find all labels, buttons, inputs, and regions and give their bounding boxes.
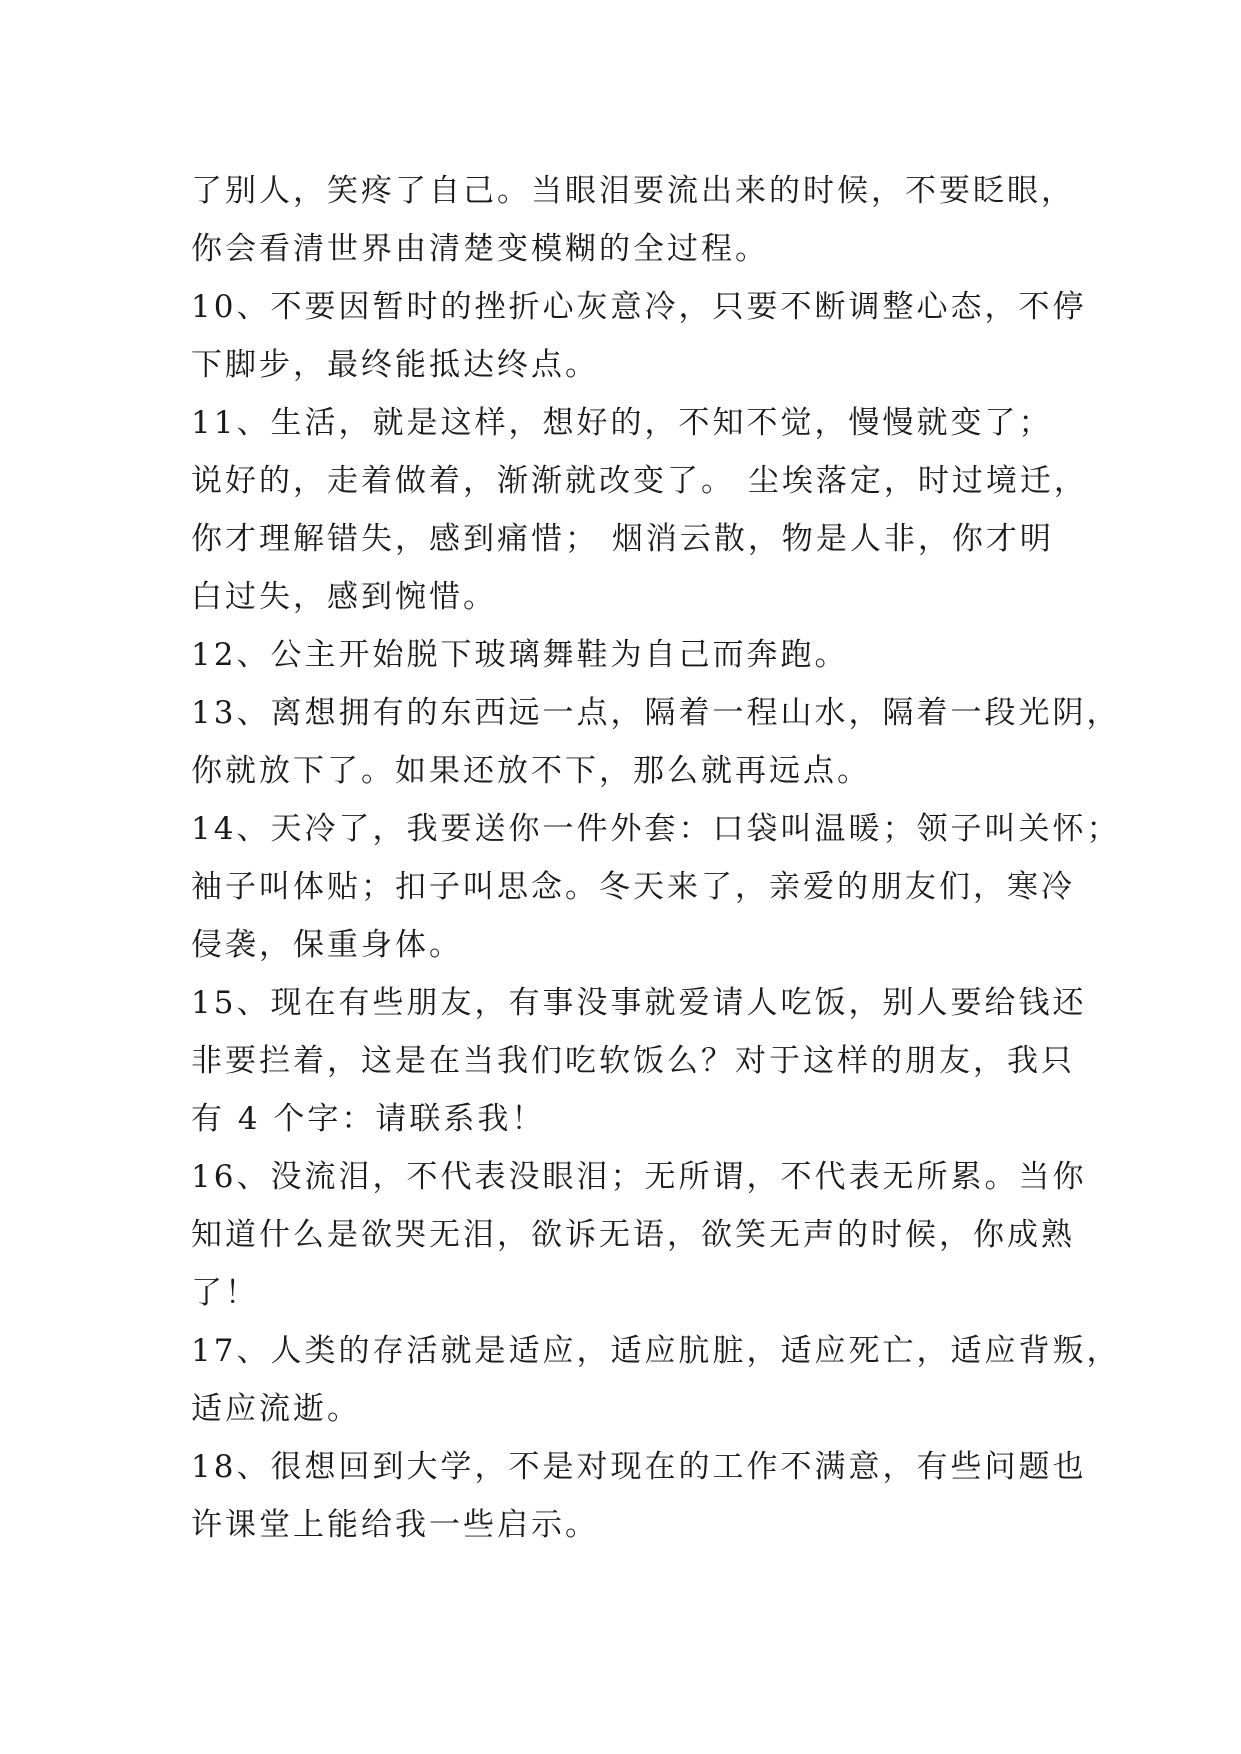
text-line: 了！ (191, 1275, 259, 1311)
text-line: 你会看清世界由清楚变模糊的全过程。 (191, 231, 769, 267)
text-line: 下脚步，最终能抵达终点。 (191, 347, 599, 383)
text-line: 袖子叫体贴；扣子叫思念。冬天来了，亲爱的朋友们，寒冷 (191, 869, 1075, 905)
text-line: 知道什么是欲哭无泪，欲诉无语，欲笑无声的时候，你成熟 (191, 1217, 1075, 1253)
text-line: 你才理解错失，感到痛惜； 烟消云散，物是人非，你才明 (191, 521, 1054, 557)
text-line: 18、很想回到大学，不是对现在的工作不满意，有些问题也 (191, 1449, 1087, 1485)
text-line: 侵袭，保重身体。 (191, 927, 463, 963)
text-line: 15、现在有些朋友，有事没事就爱请人吃饭，别人要给钱还 (191, 985, 1087, 1021)
text-line: 许课堂上能给我一些启示。 (191, 1507, 599, 1543)
text-line: 12、公主开始脱下玻璃舞鞋为自己而奔跑。 (191, 637, 849, 673)
text-line: 16、没流泪，不代表没眼泪；无所谓，不代表无所累。当你 (191, 1159, 1087, 1195)
text-line: 11、生活，就是这样，想好的，不知不觉，慢慢就变了； (191, 405, 1053, 441)
text-line: 适应流逝。 (191, 1391, 361, 1427)
text-line: 17、人类的存活就是适应，适应肮脏，适应死亡，适应背叛， (191, 1333, 1121, 1369)
text-line: 14、天冷了，我要送你一件外套：口袋叫温暖；领子叫关怀； (191, 811, 1121, 847)
text-line: 10、不要因暂时的挫折心灰意冷，只要不断调整心态，不停 (191, 289, 1087, 325)
text-line: 白过失，感到惋惜。 (191, 579, 497, 615)
text-line: 说好的，走着做着，渐渐就改变了。 尘埃落定，时过境迁， (191, 463, 1088, 499)
text-line: 你就放下了。如果还放不下，那么就再远点。 (191, 753, 871, 789)
text-line: 有 4 个字：请联系我！ (191, 1101, 546, 1137)
text-line: 非要拦着，这是在当我们吃软饭么？对于这样的朋友，我只 (191, 1043, 1075, 1079)
text-line: 了别人，笑疼了自己。当眼泪要流出来的时候，不要眨眼， (191, 173, 1075, 209)
body-text (191, 162, 1121, 1554)
text-line: 13、离想拥有的东西远一点，隔着一程山水，隔着一段光阴， (191, 695, 1121, 731)
